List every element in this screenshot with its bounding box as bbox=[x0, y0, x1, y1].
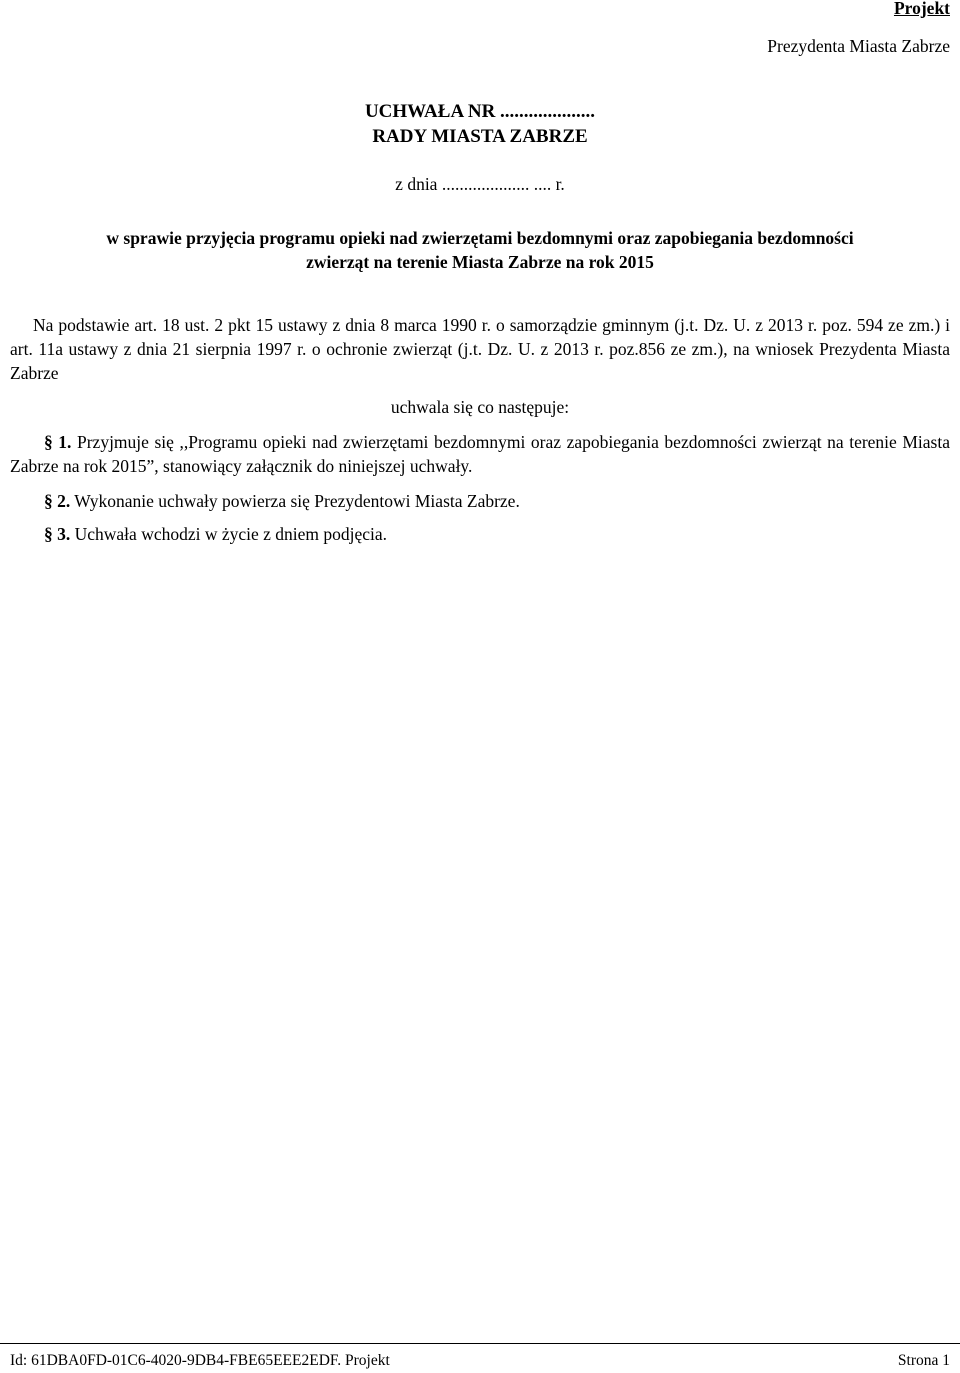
subject-line-1: w sprawie przyjęcia programu opieki nad zwierzętami bezdomnymi oraz zapobiegania bezdomności bbox=[106, 228, 854, 248]
paragraph-1 bbox=[10, 430, 950, 478]
paragraph-text: Uchwała wchodzi w życie z dniem podjęcia. bbox=[70, 524, 388, 544]
resolves-clause: uchwala się co następuje: bbox=[390, 397, 570, 417]
paragraph-text: Przyjmuje się ,,Programu opieki nad zwierzętami bezdomnymi oraz zapobiegania bezdomności zwierząt na terenie Miasta Zabrze na rok 2015”, stanowiący załącznik do niniejszej uchwały. bbox=[10, 432, 950, 476]
footer-divider bbox=[0, 1343, 960, 1344]
paragraph-2 bbox=[10, 489, 950, 513]
resolution-date: z dnia .................... .... r. bbox=[395, 174, 565, 194]
paragraph-3 bbox=[10, 522, 950, 546]
paragraph-number: § 3. bbox=[44, 524, 71, 544]
paragraph-text: Wykonanie uchwały powierza się Prezydentowi Miasta Zabrze. bbox=[70, 491, 520, 511]
subject-line-2: zwierząt na terenie Miasta Zabrze na rok 2015 bbox=[306, 252, 654, 272]
document-id: Id: 61DBA0FD-01C6-4020-9DB4-FBE65EEE2EDF. Projekt bbox=[10, 1352, 390, 1369]
resolution-number: UCHWAŁA NR .................... bbox=[364, 101, 596, 122]
author-line: Prezydenta Miasta Zabrze bbox=[767, 36, 950, 56]
projekt-label: Projekt bbox=[893, 0, 950, 18]
legal-basis-preamble: Na podstawie art. 18 ust. 2 pkt 15 ustawy z dnia 8 marca 1990 r. o samorządzie gminnym (j.t. Dz. U. z 2013 r. poz. 594 ze zm.) i art. 11a ustawy z dnia 21 sierpnia 1997 r. o ochronie zwierząt (j.t. Dz. U. z 2013 r. poz.856 ze zm.), na wniosek Prezydenta Miasta Zabrze bbox=[10, 315, 950, 383]
page-number: Strona 1 bbox=[897, 1352, 950, 1369]
council-name: RADY MIASTA ZABRZE bbox=[372, 126, 588, 147]
paragraph-number: § 1. bbox=[44, 432, 72, 452]
resolution-subject bbox=[30, 226, 930, 274]
paragraph-number: § 2. bbox=[44, 491, 71, 511]
